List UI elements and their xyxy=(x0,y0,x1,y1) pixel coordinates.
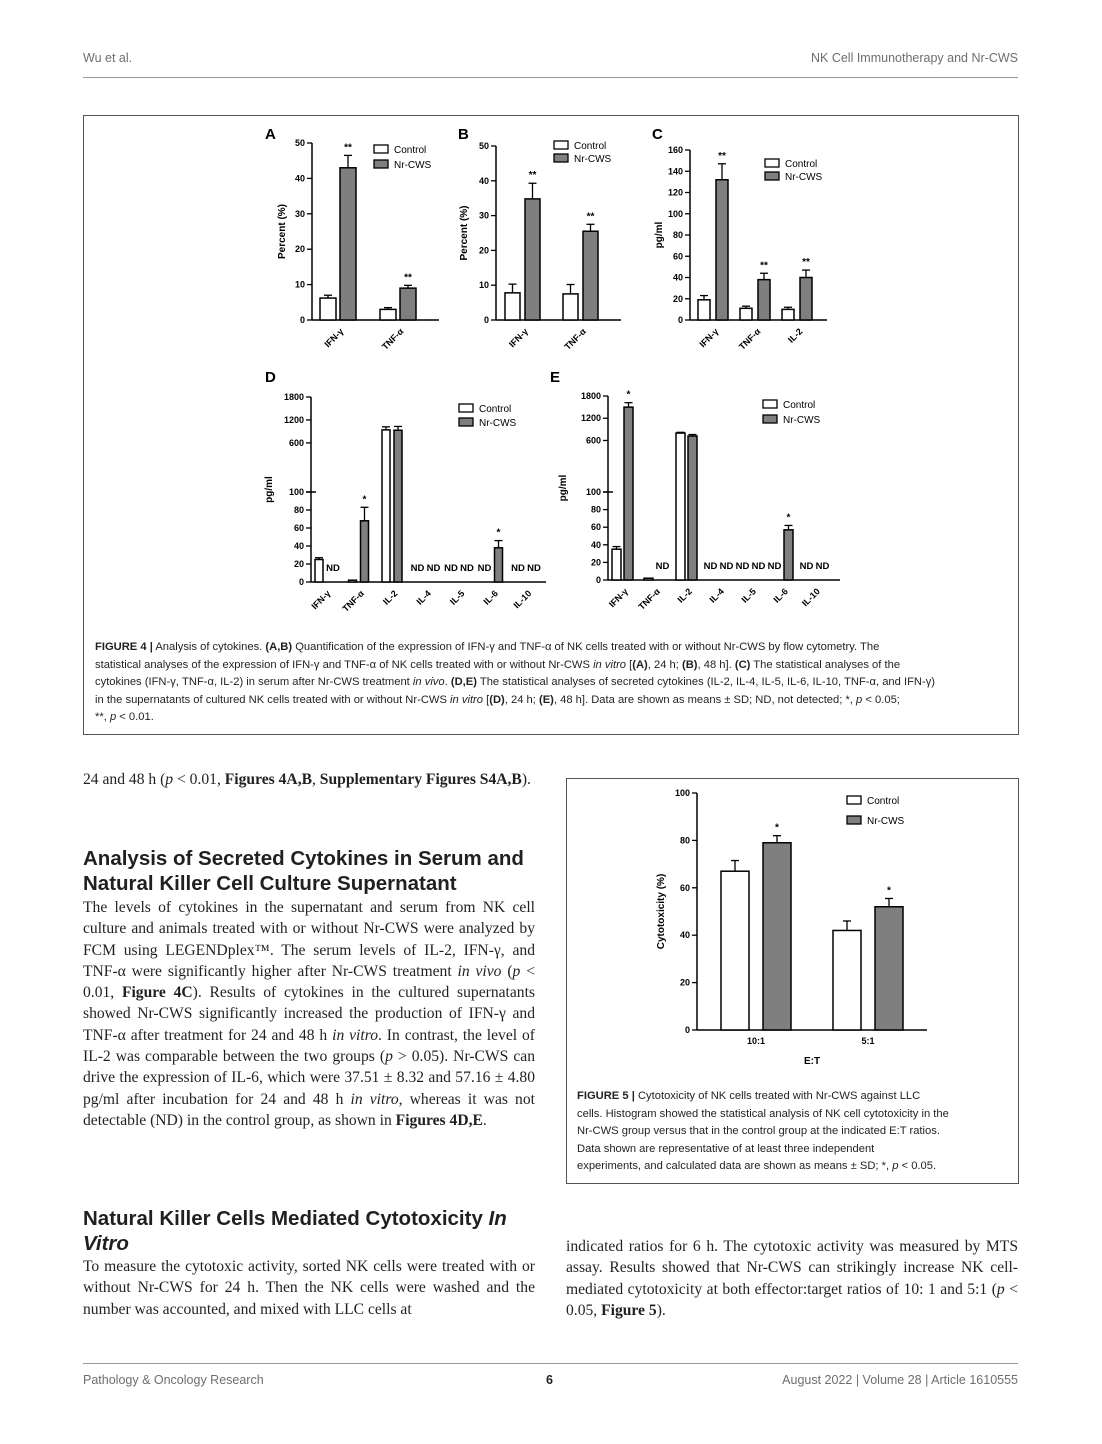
page-number: 6 xyxy=(546,1373,553,1387)
y-tick-label: 10 xyxy=(294,279,305,290)
y-tick-label: 20 xyxy=(590,557,601,568)
x-tick-label: IFN-γ xyxy=(506,326,530,350)
caption-line: cells. Histogram showed the statistical analysis of NK cell cytotoxicity in the xyxy=(577,1107,949,1120)
y-tick-label: 0 xyxy=(595,575,601,585)
x-tick-label: 5:1 xyxy=(861,1036,875,1046)
bar-control xyxy=(320,298,336,320)
y-axis-label: pg/ml xyxy=(558,474,569,502)
legend-swatch-control xyxy=(554,141,568,149)
legend-label-control: Control xyxy=(783,400,816,411)
y-tick-label: 100 xyxy=(585,487,601,497)
x-tick-label: IL-4 xyxy=(707,586,726,605)
legend-label-nr-cws: Nr-CWS xyxy=(867,816,905,827)
nd-label: ND xyxy=(410,563,425,574)
y-axis-label: pg/ml xyxy=(654,221,665,249)
caption-line: statistical analyses of the expression of IFN-γ and TNF-α of NK cells treated with or without Nr-CWS in vitro [(A), 24 h; (B), 48 h]. (C) The statistical analyses of the xyxy=(95,658,901,671)
legend-swatch-nr-cws xyxy=(847,816,861,824)
significance-marker: ** xyxy=(344,142,352,154)
legend-label-nr-cws: Nr-CWS xyxy=(574,154,612,165)
bar-control xyxy=(315,560,323,583)
y-tick-label: 0 xyxy=(483,315,489,325)
significance-marker: * xyxy=(775,822,779,834)
y-tick-label: 80 xyxy=(672,230,683,240)
x-tick-label: IL-10 xyxy=(511,588,534,611)
bar-control xyxy=(563,294,578,320)
nd-label: ND xyxy=(815,561,830,572)
bar-nr-cws xyxy=(624,407,633,580)
legend-label-control: Control xyxy=(394,145,427,156)
bar-control xyxy=(833,930,861,1030)
nd-label: ND xyxy=(767,561,782,572)
y-axis-label: pg/ml xyxy=(264,476,275,503)
paragraph-figure5-results: indicated ratios for 6 h. The cytotoxic activity was measured by MTS assay. Results showed that Nr-CWS can strikingly increase NK cell-mediated cytotoxicity at both effector:target ratios of 10: 1 and 5:1 (p < 0.05, Figure 5). xyxy=(566,1238,1018,1319)
section-text-cytokines: The levels of cytokines in the supernatant and serum from NK cell culture and animals treated with or without Nr-CWS were analyzed by FCM using LEGENDplex™. The serum levels of IL-2, IFN-γ, and TNF-α were significantly higher after Nr-CWS treatment in vivo (p < 0.01, Figure 4C). Results of cytokines in the cultured supernatants showed Nr-CWS significantly increased the production of IFN-γ and TNF-α after treatment for 24 and 48 h in vitro. In contrast, the level of IL-2 was comparable between the two groups (p > 0.05). Nr-CWS can drive the expression of IL-6, which were 37.51 ± 8.32 and 57.16 ± 4.80 pg/ml after incubation for 24 and 48 h in vitro, whereas it was not detectable (ND) in the control group, as shown in Figures 4D,E. xyxy=(83,899,536,1129)
paragraph-continuation: 24 and 48 h (p < 0.01, Figures 4A,B, Supplementary Figures S4A,B). xyxy=(83,771,531,788)
panel-label: D xyxy=(265,369,276,386)
nd-label: ND xyxy=(799,561,814,572)
y-tick-label: 80 xyxy=(679,835,690,846)
section-heading-cytokines: Analysis of Secreted Cytokines in Serum and Natural Killer Cell Culture Supernatant xyxy=(83,847,524,895)
significance-marker: * xyxy=(786,512,791,524)
legend-label-control: Control xyxy=(479,404,512,415)
y-tick-label: 80 xyxy=(293,505,304,515)
y-tick-label: 600 xyxy=(585,435,601,446)
bar-control xyxy=(698,300,710,320)
caption-line: cytokines (IFN-γ, TNF-α, IL-2) in serum after Nr-CWS treatment in vivo. (D,E) The statistical analyses of secreted cytokines (IL-2, IL-4, IL-5, IL-6, IL-10, TNF-α, and IFN-γ) xyxy=(95,676,936,688)
x-tick-label: IL-2 xyxy=(675,586,694,605)
y-tick-label: 20 xyxy=(672,293,683,304)
legend-label-nr-cws: Nr-CWS xyxy=(479,418,517,429)
bar-control xyxy=(721,871,749,1030)
section-heading-cytotoxicity: Natural Killer Cells Mediated Cytotoxicity In Vitro xyxy=(83,1207,507,1255)
bar-nr-cws xyxy=(583,231,598,320)
x-tick-label: IL-10 xyxy=(799,586,822,609)
panel-label: B xyxy=(458,126,469,143)
nd-label: ND xyxy=(719,561,734,572)
nd-label: ND xyxy=(655,561,670,572)
bar-nr-cws xyxy=(361,521,369,582)
nd-label: ND xyxy=(426,563,441,574)
legend-label-control: Control xyxy=(785,159,818,170)
y-tick-label: 1800 xyxy=(580,391,601,401)
legend-swatch-nr-cws xyxy=(374,160,388,168)
bar-nr-cws xyxy=(784,530,793,580)
legend-swatch-control xyxy=(763,400,777,408)
nd-label: ND xyxy=(460,563,474,574)
caption-line: Data shown are representative of at least three independent xyxy=(577,1142,875,1155)
y-tick-label: 80 xyxy=(590,504,601,515)
footer-journal: Pathology & Oncology Research xyxy=(83,1373,264,1387)
y-tick-label: 1200 xyxy=(283,414,304,425)
bar-control xyxy=(349,580,357,582)
y-tick-label: 60 xyxy=(679,882,690,893)
y-tick-label: 20 xyxy=(478,245,489,256)
bar-nr-cws xyxy=(688,436,697,580)
bar-nr-cws xyxy=(758,280,770,320)
y-tick-label: 20 xyxy=(293,559,304,569)
x-tick-label: TNF-α xyxy=(379,326,406,352)
x-tick-label: TNF-α xyxy=(636,586,662,612)
nd-label: ND xyxy=(326,563,340,574)
nd-label: ND xyxy=(751,561,766,572)
y-axis-label: Percent (%) xyxy=(277,203,288,260)
bar-control xyxy=(612,549,621,580)
panel-label: A xyxy=(265,126,276,143)
figure-4-caption xyxy=(95,639,1007,727)
x-tick-label: IFN-γ xyxy=(697,326,721,350)
significance-marker: ** xyxy=(586,211,595,223)
legend-swatch-nr-cws xyxy=(763,415,777,423)
significance-marker: * xyxy=(626,389,631,401)
significance-marker: * xyxy=(362,494,367,506)
bar-nr-cws xyxy=(394,430,402,582)
running-header-authors: Wu et al. xyxy=(83,51,133,65)
y-tick-label: 0 xyxy=(684,1025,690,1035)
y-tick-label: 40 xyxy=(590,539,601,550)
y-tick-label: 30 xyxy=(478,210,489,221)
y-tick-label: 0 xyxy=(298,577,304,587)
bar-nr-cws xyxy=(495,548,503,582)
caption-line: FIGURE 5 | Cytotoxicity of NK cells treated with Nr-CWS against LLC xyxy=(577,1090,921,1102)
x-axis-label: E:T xyxy=(803,1056,821,1067)
footer-citation: August 2022 | Volume 28 | Article 1610555 xyxy=(782,1373,1018,1387)
figure-4-charts xyxy=(84,116,1016,626)
x-tick-label: IL-5 xyxy=(739,586,758,605)
bar-nr-cws xyxy=(400,288,416,320)
x-tick-label: IL-6 xyxy=(481,588,500,607)
y-tick-label: 20 xyxy=(294,244,305,255)
y-tick-label: 30 xyxy=(294,208,305,219)
legend-swatch-nr-cws xyxy=(459,418,473,426)
bar-control xyxy=(505,293,520,320)
bar-nr-cws xyxy=(340,168,356,320)
y-tick-label: 40 xyxy=(672,272,683,283)
y-tick-label: 100 xyxy=(674,788,690,798)
y-tick-label: 1200 xyxy=(580,413,601,424)
bar-control xyxy=(740,308,752,320)
legend-label-nr-cws: Nr-CWS xyxy=(785,172,823,183)
legend-label-control: Control xyxy=(574,141,607,152)
significance-marker: ** xyxy=(528,170,537,182)
significance-marker: ** xyxy=(404,272,412,284)
nd-label: ND xyxy=(444,563,458,574)
y-tick-label: 40 xyxy=(294,173,305,184)
significance-marker: ** xyxy=(718,150,726,162)
bar-control xyxy=(380,309,396,320)
legend-swatch-control xyxy=(765,159,779,167)
footer-rule xyxy=(83,1363,1018,1364)
y-tick-label: 20 xyxy=(679,977,690,988)
nd-label: ND xyxy=(511,563,525,574)
x-tick-label: IL-4 xyxy=(414,588,433,607)
x-tick-label: TNF-α xyxy=(340,588,366,614)
significance-marker: * xyxy=(496,527,501,539)
y-axis-label: Percent (%) xyxy=(459,205,470,261)
caption-line: in the supernatants of cultured NK cells treated with or without Nr-CWS in vitro [(D), 24 h; (E), 48 h]. Data are shown as means ± SD; ND, not detected; *, p < 0.05; xyxy=(95,693,900,706)
y-tick-label: 50 xyxy=(478,141,489,151)
panel-label: E xyxy=(550,369,561,386)
x-tick-label: IL-2 xyxy=(786,326,805,345)
legend-swatch-control xyxy=(459,404,473,412)
legend-swatch-control xyxy=(847,796,861,804)
significance-marker: * xyxy=(887,885,891,897)
y-tick-label: 50 xyxy=(294,138,305,148)
y-tick-label: 140 xyxy=(667,166,683,177)
y-tick-label: 100 xyxy=(288,487,304,497)
caption-line: **, p < 0.01. xyxy=(95,711,154,723)
caption-line: FIGURE 4 | Analysis of cytokines. (A,B) Quantification of the expression of IFN-γ and TNF-α of NK cells treated with or without Nr-CWS by flow cytometry. The xyxy=(95,641,880,653)
caption-line: Nr-CWS group versus that in the control group at the indicated E:T ratios. xyxy=(577,1125,940,1137)
figure-5-caption xyxy=(577,1088,1007,1176)
y-axis-label: Cytotoxicity (%) xyxy=(656,873,667,950)
y-tick-label: 60 xyxy=(293,523,304,533)
x-tick-label: IFN-γ xyxy=(309,588,333,612)
y-tick-label: 600 xyxy=(288,437,304,448)
panel-label: C xyxy=(652,126,663,143)
bar-nr-cws xyxy=(800,278,812,321)
x-tick-label: IL-5 xyxy=(448,588,467,607)
significance-marker: ** xyxy=(760,260,768,272)
nd-label: ND xyxy=(735,561,750,572)
section-text-cytotoxicity: To measure the cytotoxic activity, sorted NK cells were treated with or without Nr-CWS for 24 h. Then the NK cells were washed and the number was accounted, and mixed with LLC cells at xyxy=(83,1258,535,1318)
legend-swatch-nr-cws xyxy=(765,172,779,180)
y-tick-label: 0 xyxy=(299,315,305,325)
bar-nr-cws xyxy=(525,199,540,320)
y-tick-label: 60 xyxy=(590,522,601,533)
y-tick-label: 40 xyxy=(293,541,304,551)
header-rule xyxy=(83,77,1018,78)
nd-label: ND xyxy=(477,563,492,574)
bar-nr-cws xyxy=(763,843,791,1030)
nd-label: ND xyxy=(703,561,718,572)
bar-nr-cws xyxy=(716,180,728,320)
bar-control xyxy=(782,309,794,320)
y-tick-label: 40 xyxy=(679,930,690,941)
x-tick-label: IL-2 xyxy=(381,588,400,607)
legend-label-control: Control xyxy=(867,796,900,807)
y-tick-label: 40 xyxy=(478,175,489,186)
y-tick-label: 160 xyxy=(667,145,683,155)
x-tick-label: IFN-γ xyxy=(606,586,630,610)
bar-control xyxy=(644,578,653,580)
bar-control xyxy=(382,430,390,582)
y-tick-label: 10 xyxy=(478,280,489,291)
y-tick-label: 120 xyxy=(667,187,683,198)
x-tick-label: IL-6 xyxy=(771,586,790,605)
x-tick-label: IFN-γ xyxy=(322,326,346,350)
legend-label-nr-cws: Nr-CWS xyxy=(783,415,821,426)
significance-marker: ** xyxy=(802,257,810,269)
caption-line: experiments, and calculated data are shown as means ± SD; *, p < 0.05. xyxy=(577,1160,937,1172)
y-tick-label: 1800 xyxy=(283,392,304,402)
bar-nr-cws xyxy=(875,907,903,1030)
running-header-title: NK Cell Immunotherapy and Nr-CWS xyxy=(810,51,1018,65)
legend-label-nr-cws: Nr-CWS xyxy=(394,160,432,171)
x-tick-label: TNF-α xyxy=(562,326,588,352)
figure-5-chart xyxy=(567,779,1016,1079)
legend-swatch-nr-cws xyxy=(554,154,568,162)
y-tick-label: 60 xyxy=(672,251,683,262)
x-tick-label: TNF-α xyxy=(736,326,763,352)
y-tick-label: 0 xyxy=(677,315,683,325)
bar-control xyxy=(676,433,685,580)
x-tick-label: 10:1 xyxy=(746,1036,766,1046)
y-tick-label: 100 xyxy=(667,208,683,219)
nd-label: ND xyxy=(527,563,541,574)
legend-swatch-control xyxy=(374,145,388,153)
